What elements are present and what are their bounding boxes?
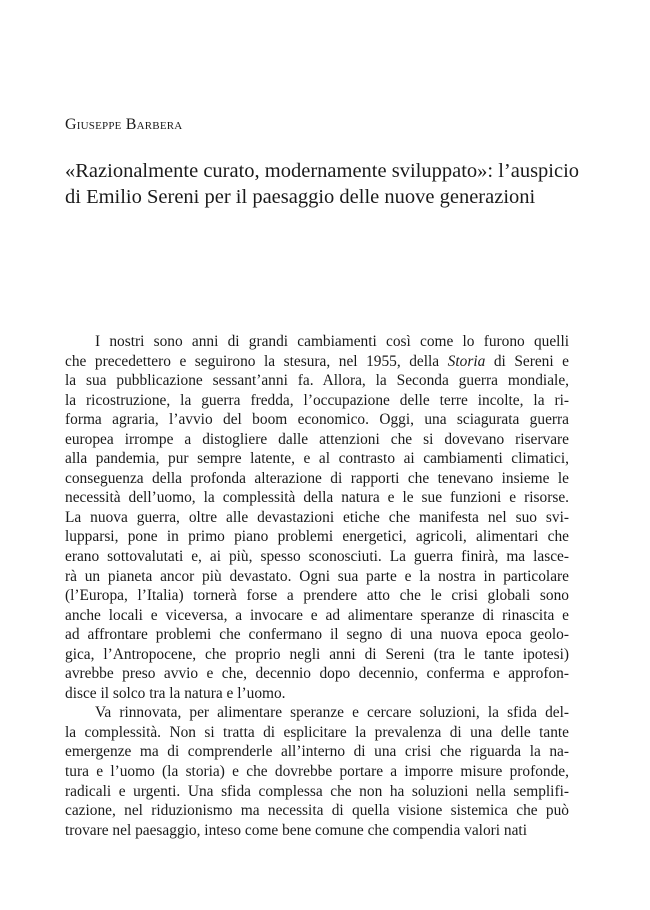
text-line: erano sottovalutati e, ai più, spesso sconosciuti. La guerra finirà, ma lasce-	[65, 548, 569, 566]
text-line: forma agraria, l’avvio del boom economico. Oggi, una sciagurata guerra	[65, 411, 569, 429]
title-line: «Razionalmente curato, modernamente sviluppato»: l’auspicio	[65, 160, 580, 182]
text-line: rà un pianeta ancor più devastato. Ogni sua parte e la nostra in particolare	[65, 567, 569, 585]
text-line: trovare nel paesaggio, inteso come bene comune che compendia valori nati	[65, 821, 527, 839]
author-name: Giuseppe Barbera	[65, 116, 183, 133]
text-line: emergenze ma di comprenderle all’interno di una crisi che riguarda la na-	[65, 743, 569, 761]
text-line: gica, l’Antropocene, che proprio negli anni di Sereni (tra le tante ipotesi)	[65, 645, 569, 663]
text-line: radicali e urgenti. Una sfida complessa che non ha soluzioni nella semplifi-	[65, 782, 569, 800]
text-line: La nuova guerra, oltre alle devastazioni etiche che manifesta nel suo svi-	[65, 508, 569, 526]
body-paragraph	[65, 703, 569, 840]
text-line: la complessità. Non si tratta di esplicitare la prevalenza di una delle tante	[65, 723, 569, 741]
text-line: che precedettero e seguirono la stesura, nel 1955, della Storia di Sereni e	[65, 352, 569, 370]
text-line: la sua pubblicazione sessant’anni fa. Allora, la Seconda guerra mondiale,	[65, 372, 569, 390]
text-line: disce il solco tra la natura e l’uomo.	[65, 684, 286, 702]
article-body	[65, 332, 569, 840]
text-line: alla pandemia, pur sempre latente, e al contrasto ai cambiamenti climatici,	[65, 450, 569, 468]
title-line: di Emilio Sereni per il paesaggio delle nuove generazioni	[65, 186, 536, 208]
text-line: cazione, nel riduzionismo ma necessita di quella visione sistemica che può	[65, 802, 569, 820]
text-line: europea irrompe a distogliere dalle attenzioni che si dovevano riservare	[65, 430, 569, 448]
text-line: anche locali e viceversa, a invocare e ad alimentare speranze di rinascita e	[65, 606, 569, 624]
text-line: avrebbe preso avvio e che, decennio dopo decennio, conferma e approfon-	[65, 665, 569, 683]
text-line: lupparsi, pone in primo piano problemi energetici, agricoli, alimentari che	[65, 528, 569, 546]
text-line: Va rinnovata, per alimentare speranze e cercare soluzioni, la sfida del-	[95, 704, 569, 722]
italic-title: Storia	[447, 352, 486, 370]
text-line: la ricostruzione, la guerra fredda, l’occupazione delle terre incolte, la ri-	[65, 391, 569, 409]
text-line: conseguenza della profonda alterazione di rapporti che tenevano insieme le	[65, 469, 569, 487]
text-line: necessità dell’uomo, la complessità della natura e le sue funzioni e risorse.	[65, 489, 569, 507]
text-line: I nostri sono anni di grandi cambiamenti così come lo furono quelli	[95, 333, 569, 350]
text-line: ad affrontare problemi che confermano il segno di una nuova epoca geolo-	[65, 626, 569, 644]
article-title	[65, 158, 585, 210]
text-line: (l’Europa, l’Italia) tornerà forse a prendere atto che le crisi globali sono	[65, 587, 569, 605]
text-line: tura e l’uomo (la storia) e che dovrebbe portare a imporre misure profonde,	[65, 763, 569, 781]
body-paragraph	[65, 332, 569, 703]
